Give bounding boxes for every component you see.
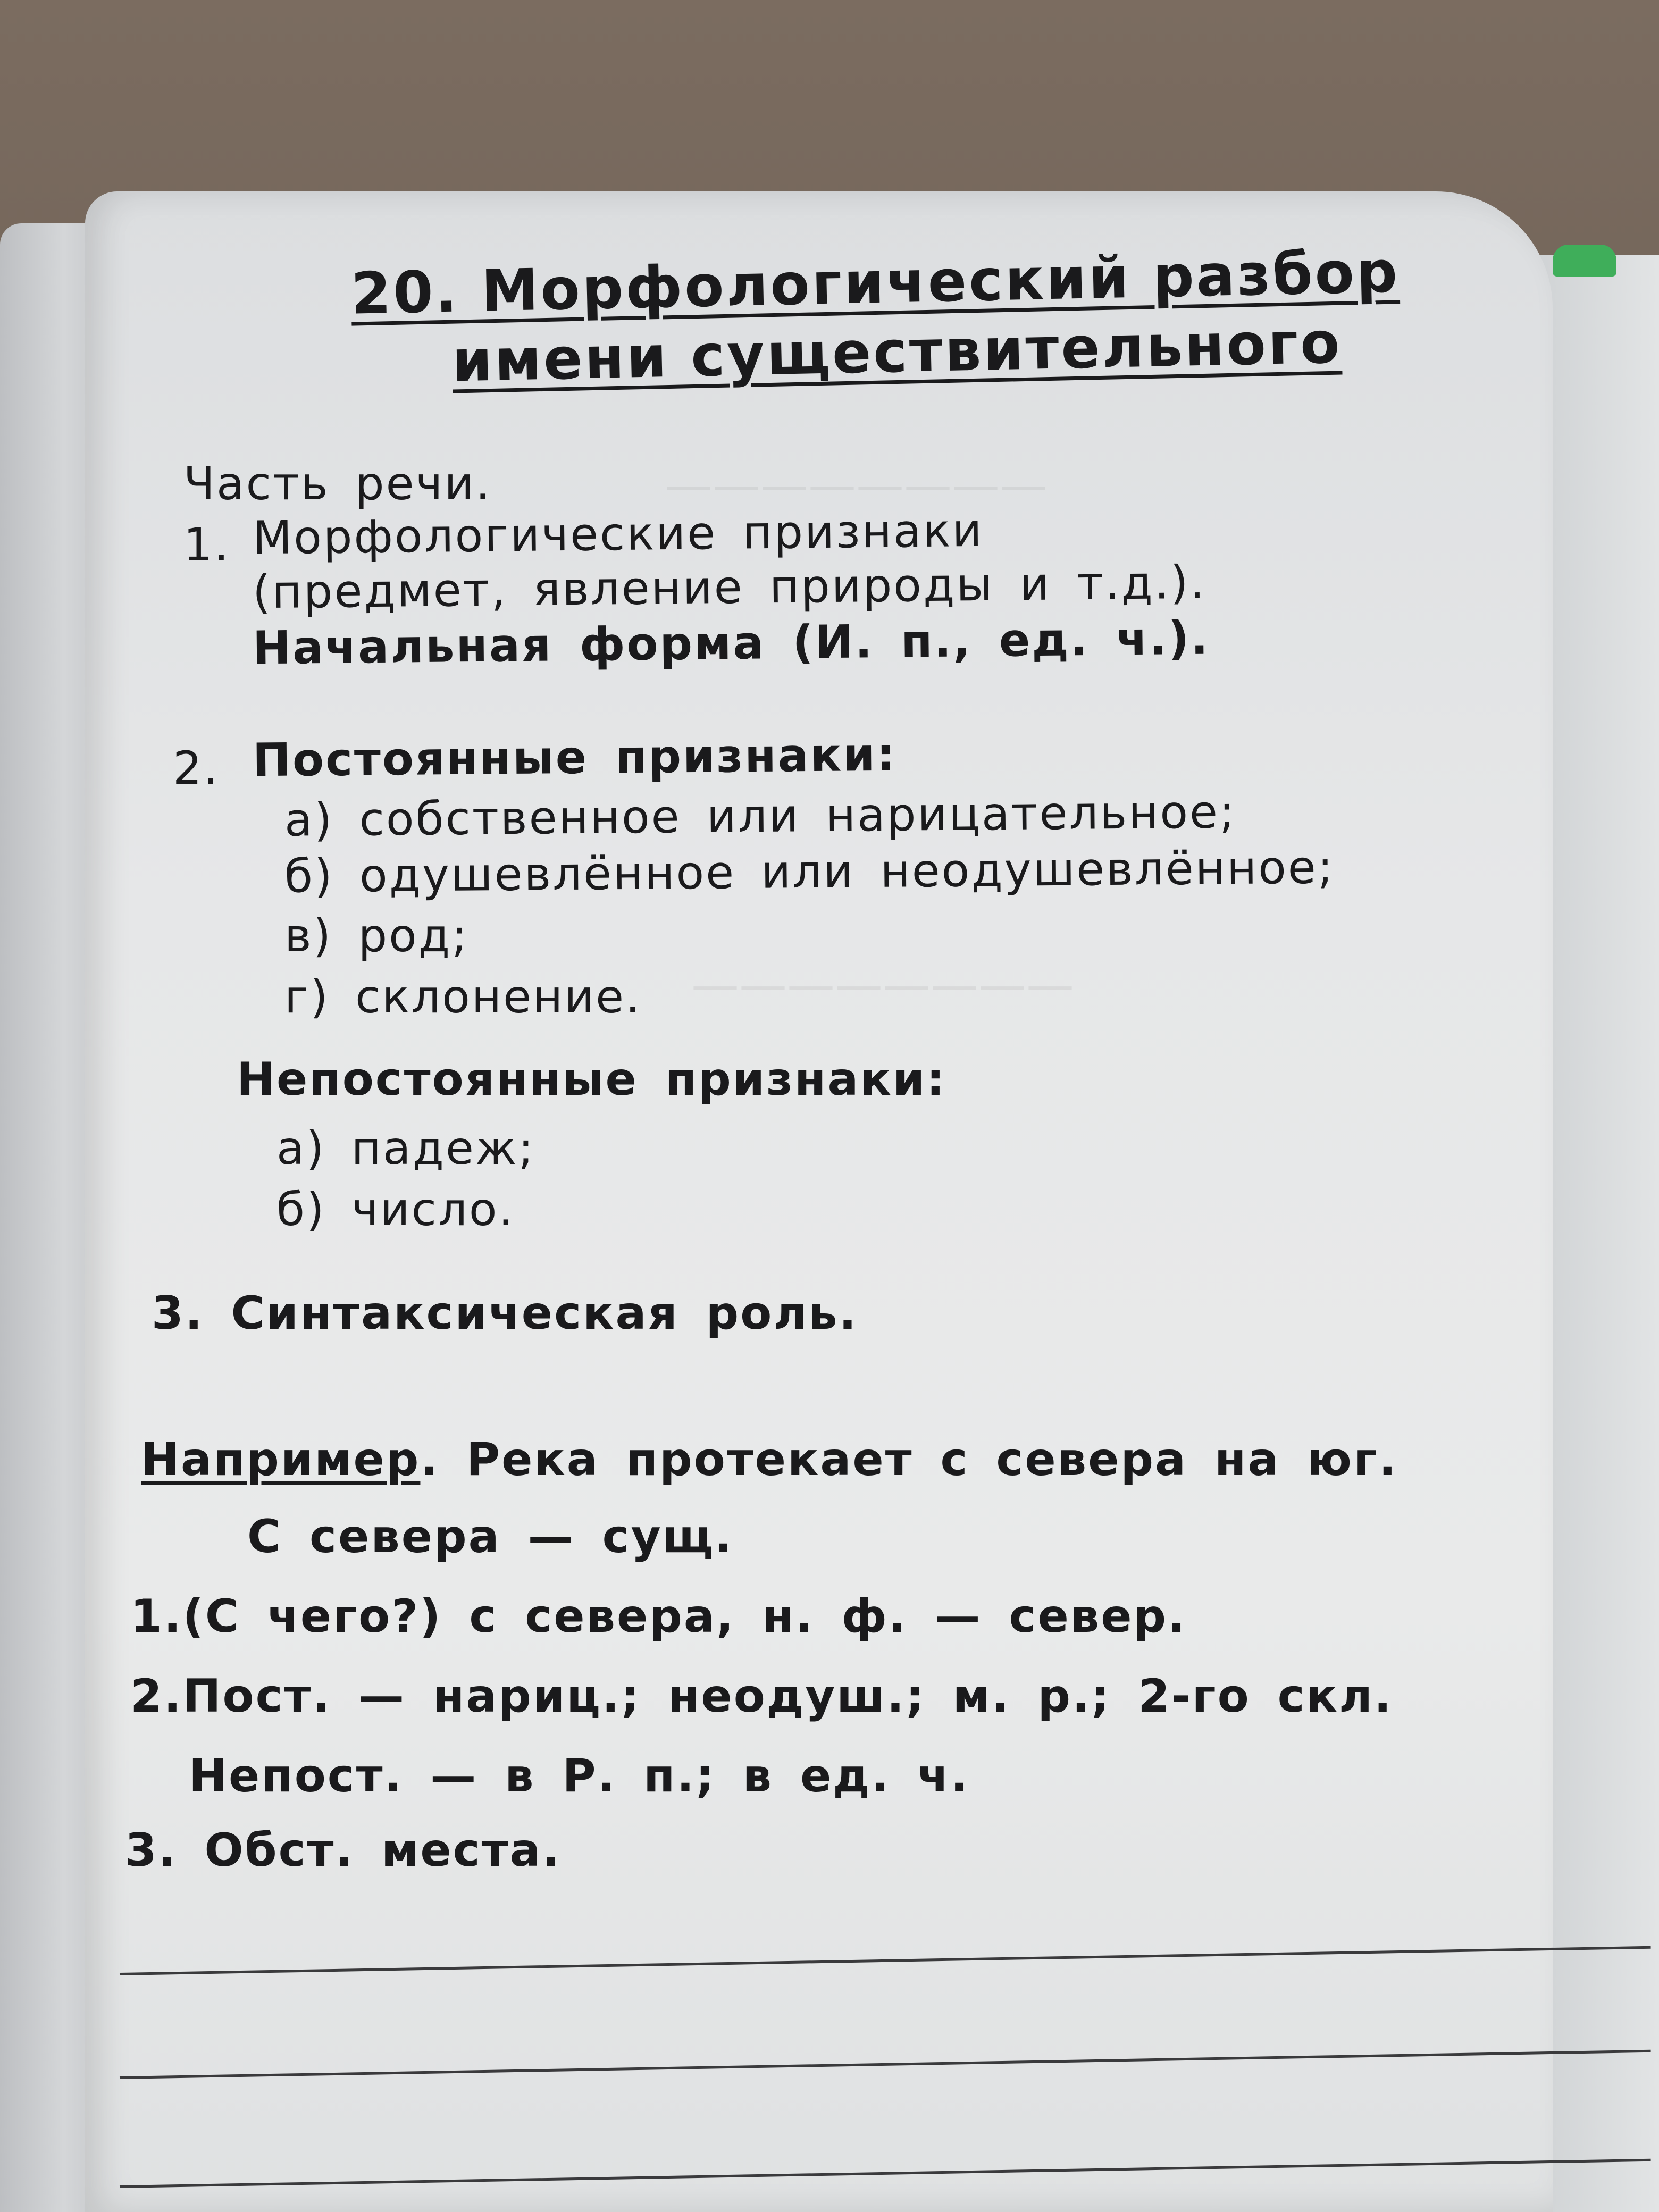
item1-text: Морфологические признаки [252, 504, 984, 565]
example-line: С севера — сущ. [247, 1510, 734, 1563]
example-sentence-end: на юг. [1187, 1433, 1398, 1486]
example-sentence-start: . Река протекает [420, 1433, 941, 1486]
constant-feature: а) собственное или нарицательное; [284, 785, 1237, 847]
variable-feature: а) падеж; [276, 1122, 535, 1175]
example-line: Непост. — в Р. п.; в ед. ч. [189, 1749, 970, 1803]
example-line: 2.Пост. — нариц.; неодуш.; м. р.; 2-го скл. [130, 1670, 1393, 1723]
item3-syntax: 3. Синтаксическая роль. [152, 1287, 858, 1340]
item1-sub: (предмет, явление природы и т.д.). [252, 556, 1206, 619]
constant-feature: б) одушевлённое или неодушевлённое; [284, 841, 1335, 903]
example-label: Например [141, 1433, 421, 1486]
item2-label: 2. [173, 742, 220, 795]
show-through-text: ———————— [665, 457, 1048, 513]
item2-text: Постоянные признаки: [252, 728, 897, 787]
example-line: 1.(С чего?) с севера, н. ф. — север. [130, 1590, 1187, 1643]
variable-title: Непостоянные признаки: [237, 1053, 946, 1106]
item1-form: Начальная форма (И. п., ед. ч.). [252, 611, 1210, 675]
page-title-line1: 20. Морфологический разбор [350, 239, 1401, 328]
example-highlight: с севера [940, 1433, 1188, 1486]
page-title-line2: имени существительного [451, 309, 1343, 395]
part-of-speech: Часть речи. [183, 457, 492, 510]
constant-feature: г) склонение. [284, 970, 642, 1024]
show-through-text: ———————— [691, 957, 1074, 1013]
example-line: 3. Обст. места. [125, 1824, 562, 1877]
bookmark-tab [1553, 245, 1616, 276]
constant-feature: в) род; [284, 909, 469, 962]
item1-label: 1. [183, 518, 231, 572]
example-sentence [141, 1433, 1398, 1486]
variable-feature: б) число. [276, 1183, 515, 1236]
